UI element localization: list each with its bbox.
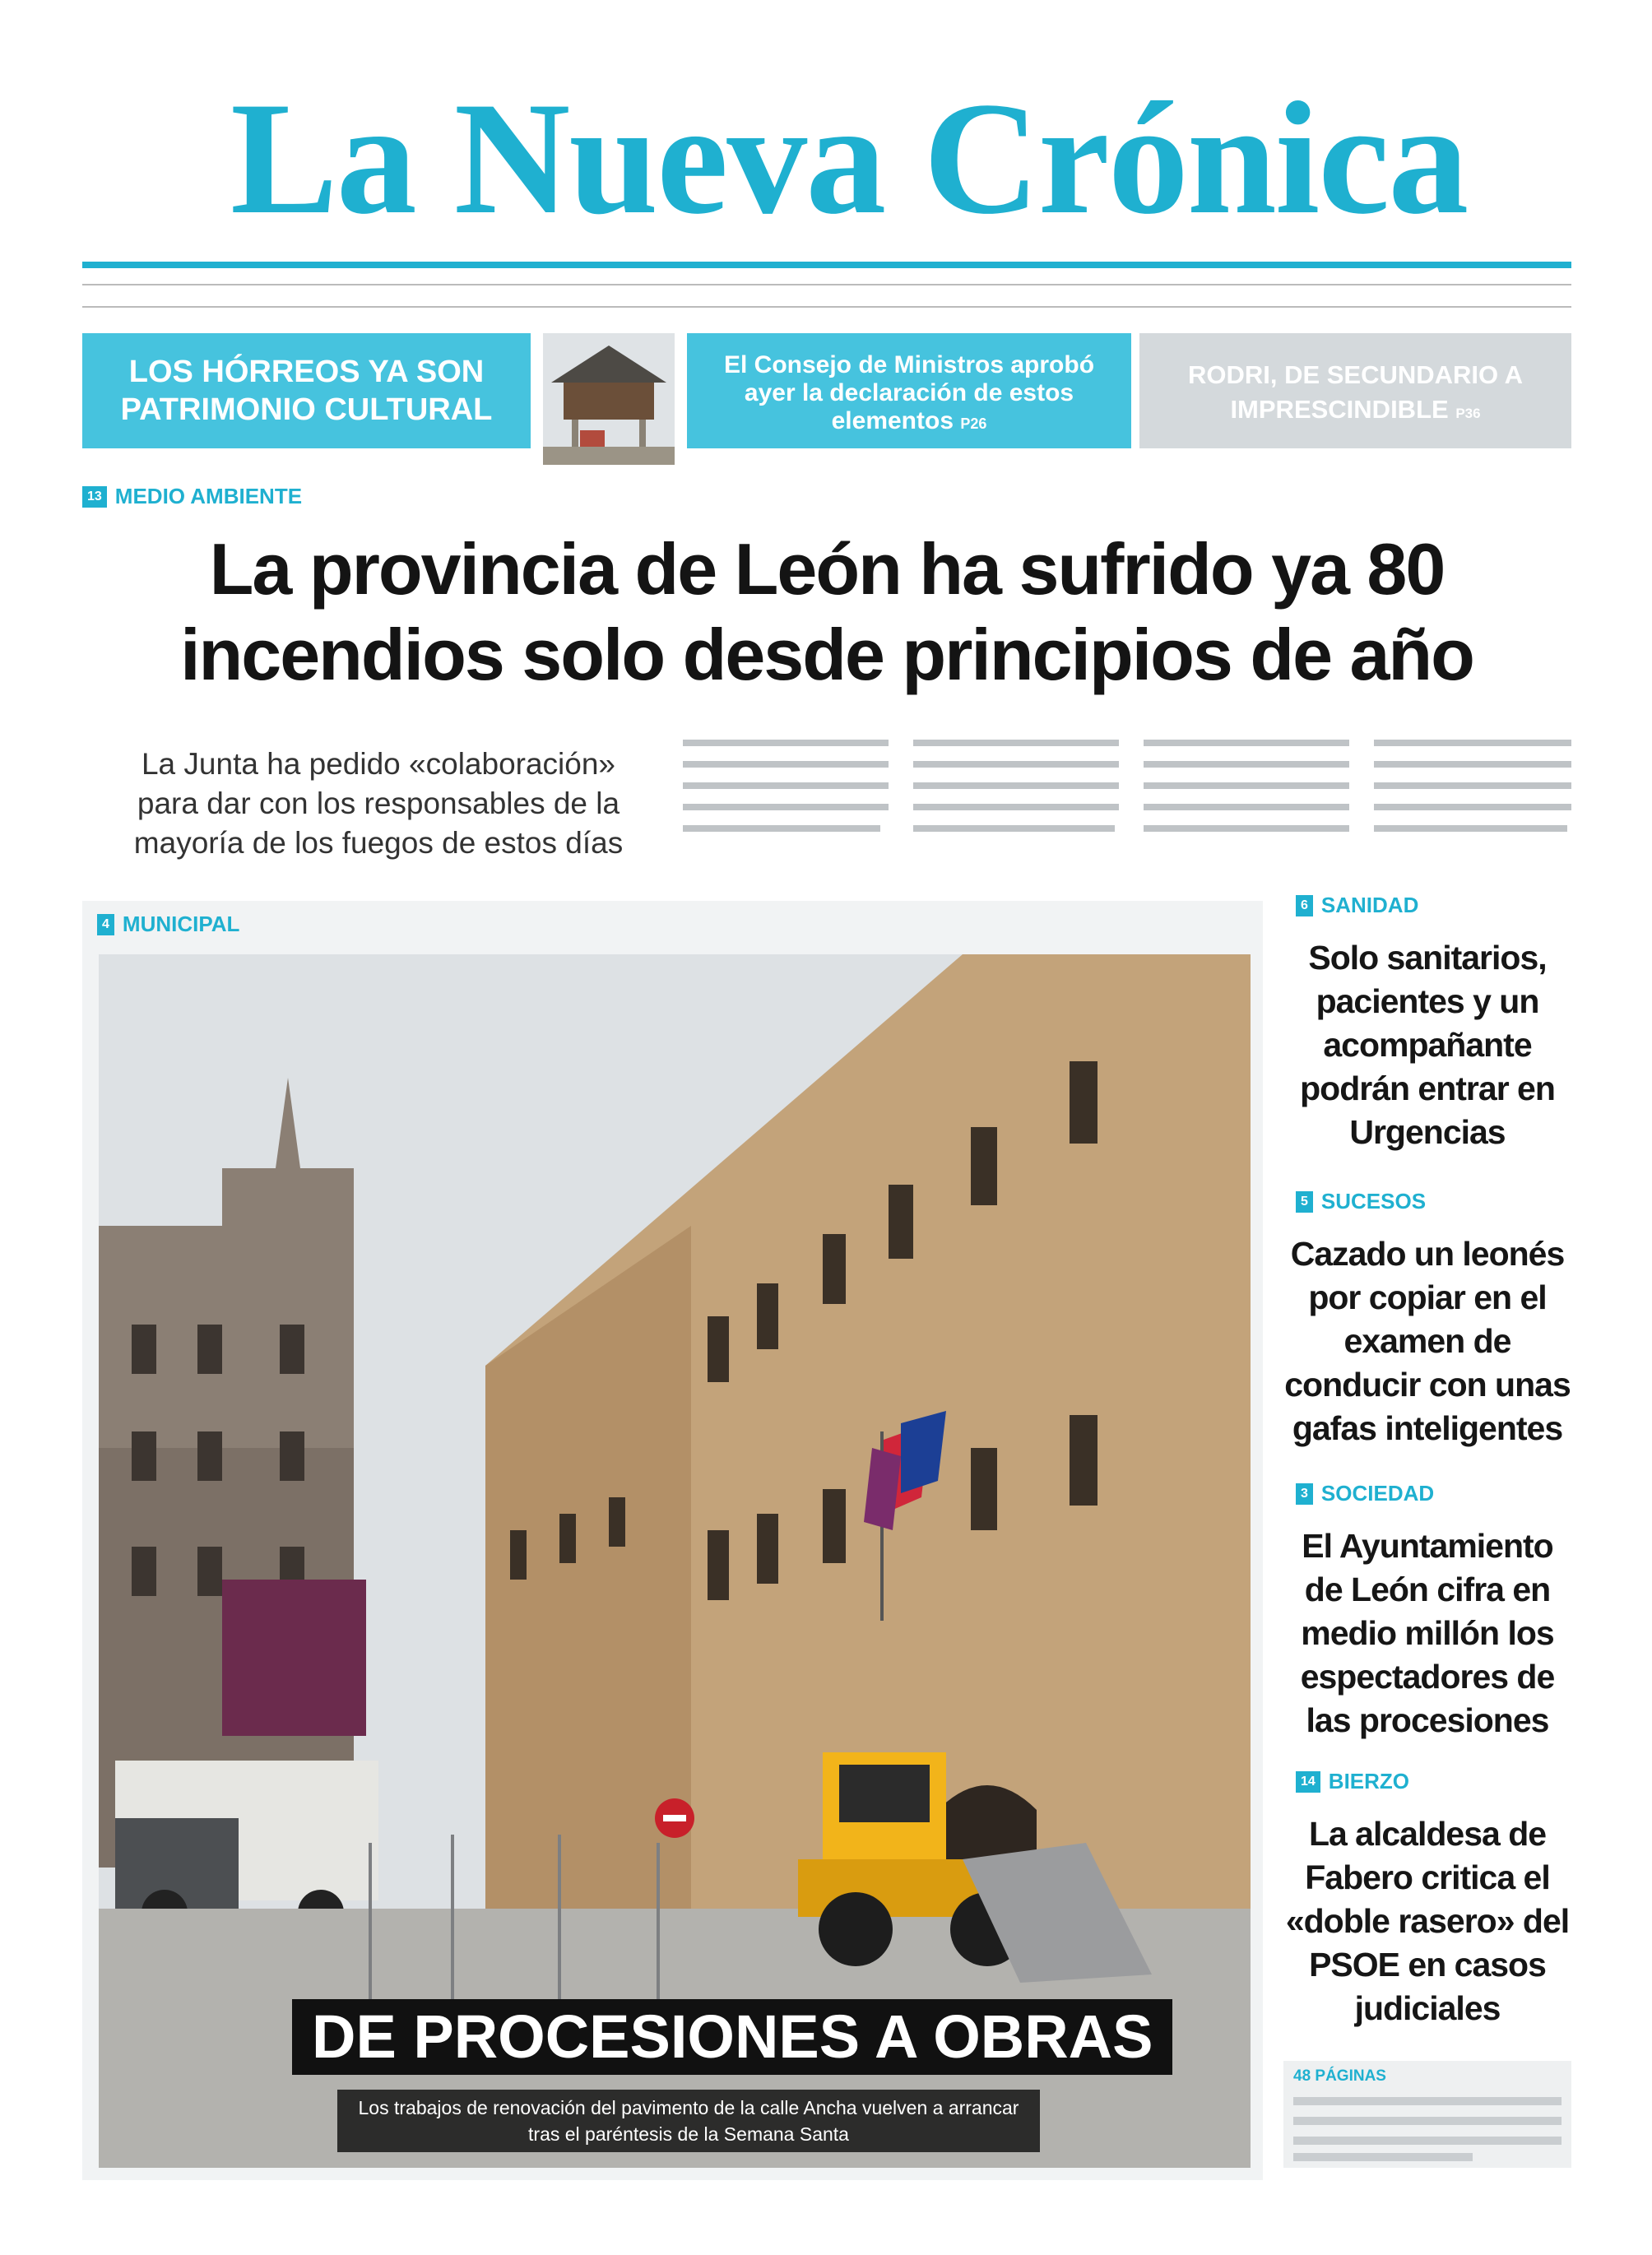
photo-story-caption: Los trabajos de renovación del pavimento de la calle Ancha vuelven a arrancar tras el paréntesis de la Semana Santa [337,2090,1040,2152]
sidebar-num: 6 [1296,895,1313,916]
sidebar-tag-sucesos [1296,1189,1426,1214]
masthead-title: La Nueva Crónica [230,69,1468,248]
index-line [1293,2153,1473,2161]
sidebar-num: 3 [1296,1483,1313,1505]
lead-section-num: 13 [82,486,107,508]
sidebar-headline-bierzo[interactable]: La alcaldesa de Fabero critica el «doble rasero» del PSOE en casos judiciales [1285,1815,1570,2027]
teaser-rodri-text: RODRI, DE SECUNDARIO A IMPRESCINDIBLE [1187,360,1524,424]
teaser-consejo-text: El Consejo de Ministros aprobó ayer la declaración de estos elementos [723,351,1095,434]
lead-subhead: La Junta ha pedido «colaboración» para dar con los responsables de la mayoría de los fuegos de estos días [133,747,624,860]
street-photo[interactable] [99,954,1251,2168]
index-line [1293,2117,1562,2125]
sidebar-tag-sociedad [1296,1481,1434,1506]
lead-headline[interactable]: La provincia de León ha sufrido ya 80 incendios solo desde principios de año [180,528,1473,695]
masthead-rule [82,262,1571,268]
photo-story-title[interactable]: DE PROCESIONES A OBRAS [292,1999,1172,2075]
sidebar-headline-sanidad[interactable]: Solo sanitarios, pacientes y un acompañante podrán entrar en Urgencias [1300,939,1555,1151]
index-line [1293,2137,1562,2145]
sidebar-tag-bierzo [1296,1769,1409,1794]
horreo-photo [543,333,675,465]
sidebar-section: BIERZO [1328,1769,1410,1793]
teaser-consejo[interactable] [687,333,1131,448]
lead-body-columns [683,736,1571,839]
masthead-thin-rule [82,284,1571,285]
teaser-rodri[interactable] [1139,333,1571,448]
sidebar-section: SANIDAD [1320,893,1419,917]
photo-section-num: 4 [97,914,114,935]
sidebar-num: 5 [1296,1191,1313,1213]
page-count: 48 PÁGINAS [1293,2067,1386,2085]
masthead-thin-rule-2 [82,306,1571,308]
photo-section-label: MUNICIPAL [122,912,240,936]
photo-section-tag [97,912,239,937]
lead-section-tag [82,484,302,509]
sidebar-tag-sanidad [1296,893,1418,918]
index-line [1293,2097,1562,2105]
sidebar-section: SUCESOS [1320,1189,1427,1213]
sidebar-num: 14 [1296,1771,1320,1793]
teaser-horreos[interactable] [82,333,531,448]
page-index-box [1283,2061,1571,2168]
sidebar-headline-sucesos[interactable]: Cazado un leonés por copiar en el examen de conducir con unas gafas inteligentes [1284,1235,1571,1447]
sidebar-headline-sociedad[interactable]: El Ayuntamiento de León cifra en medio millón los espectadores de las procesiones [1300,1527,1555,1739]
lead-section-label: MEDIO AMBIENTE [114,484,303,508]
teaser-consejo-page: P26 [960,415,987,432]
teaser-horreos-text: LOS HÓRREOS YA SON PATRIMONIO CULTURAL [120,355,493,427]
teaser-rodri-page: P36 [1455,406,1481,421]
sidebar-section: SOCIEDAD [1320,1481,1435,1506]
